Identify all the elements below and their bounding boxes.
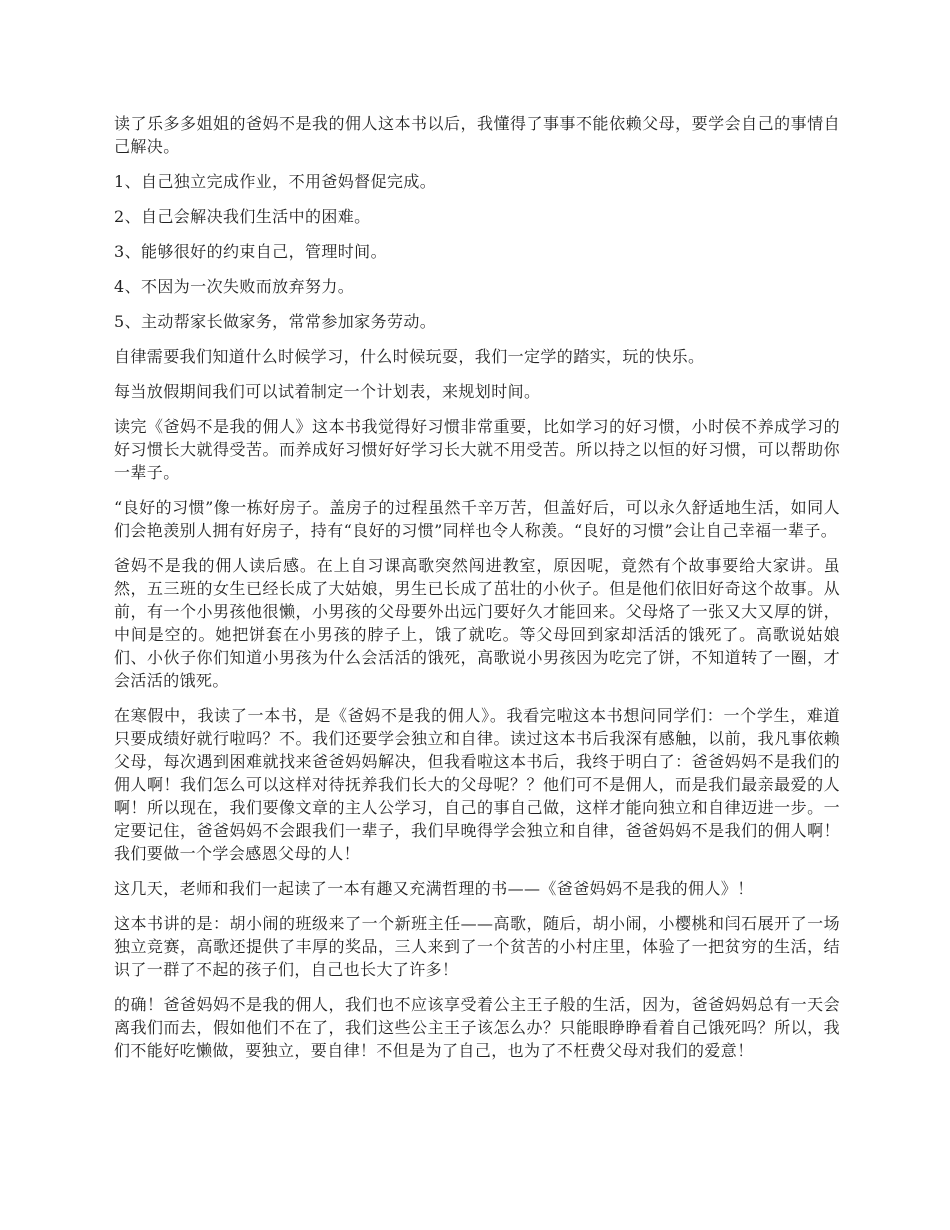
paragraph-book-summary: 这本书讲的是：胡小闹的班级来了一个新班主任——高歌，随后，胡小闹，小樱桃和闫石展开了一场独立竞赛，高歌还提供了丰厚的奖品，三人来到了一个贫苦的小村庄里，体验了一把贫穷的生活，结识了一群了不起的孩子们，自己也长大了许多！ [114,914,840,979]
paragraph-house-metaphor: “良好的习惯”像一栋好房子。盖房子的过程虽然千辛万苦，但盖好后，可以永久舒适地生活，如同人们会艳羡别人拥有好房子，持有“良好的习惯”同样也令人称羡。“良好的习惯”会让自己幸福一辈子。 [114,498,840,540]
paragraph-story: 爸妈不是我的佣人读后感。在上自习课高歌突然闯进教室，原因呢，竟然有个故事要给大家讲。虽然，五三班的女生已经长成了大姑娘，男生已长成了茁壮的小伙子。但是他们依旧好奇这个故事。从前，有一个小男孩他很懒，小男孩的父母要外出远门要好久才能回来。父母烙了一张又大又厚的饼，中间是空的。她把饼套在小男孩的脖子上，饿了就吃。等父母回到家却活活的饿死了。高歌说姑娘们、小伙子你们知道小男孩为什么会活活的饿死，高歌说小男孩因为吃完了饼，不知道转了一圈，才会活活的饿死。 [114,556,840,690]
paragraph-intro: 读了乐多多姐姐的爸妈不是我的佣人这本书以后，我懂得了事事不能依赖父母，要学会自己的事情自己解决。 [114,114,840,156]
paragraph-self-discipline: 自律需要我们知道什么时候学习，什么时候玩耍，我们一定学的踏实，玩的快乐。 [114,347,705,366]
list-item-1: 1、自己独立完成作业，不用爸妈督促完成。 [114,172,437,191]
paragraph-conclusion: 的确！爸爸妈妈不是我的佣人，我们也不应该享受着公主王子般的生活，因为，爸爸妈妈总有一天会离我们而去，假如他们不在了，我们这些公主王子该怎么办？只能眼睁睁看着自己饿死吗？所以，我们不能好吃懒做，要独立，要自律！不但是为了自己，也为了不枉费父母对我们的爱意！ [114,995,840,1060]
list-item-2: 2、自己会解决我们生活中的困难。 [114,207,371,226]
paragraph-winter-break: 在寒假中，我读了一本书，是《爸妈不是我的佣人》。我看完啦这本书想问同学们：一个学生，难道只要成绩好就行啦吗？不。我们还要学会独立和自律。读过这本书后我深有感触，以前，我凡事依赖父母，每次遇到困难就找来爸爸妈妈解决，但我看啦这本书后，我终于明白了：爸爸妈妈不是我们的佣人啊！我们怎么可以这样对待抚养我们长大的父母呢？？他们可不是佣人，而是我们最亲最爱的人啊！所以现在，我们要像文章的主人公学习，自己的事自己做，这样才能向独立和自律迈进一步。一定要记住，爸爸妈妈不会跟我们一辈子，我们早晚得学会独立和自律，爸爸妈妈不是我们的佣人啊！我们要做一个学会感恩父母的人！ [114,706,840,863]
paragraph-good-habits: 读完《爸妈不是我的佣人》这本书我觉得好习惯非常重要，比如学习的好习惯，小时侯不养成学习的好习惯长大就得受苦。而养成好习惯好好学习长大就不用受苦。所以持之以恒的好习惯，可以帮助你一辈子。 [114,417,840,482]
list-item-3: 3、能够很好的约束自己，管理时间。 [114,242,387,261]
list-item-4: 4、不因为一次失败而放弃努力。 [114,277,355,296]
paragraph-reading: 这几天，老师和我们一起读了一本有趣又充满哲理的书——《爸爸妈妈不是我的佣人》！ [114,879,754,898]
paragraph-plan: 每当放假期间我们可以试着制定一个计划表，来规划时间。 [114,382,541,401]
list-item-5: 5、主动帮家长做家务，常常参加家务劳动。 [114,312,437,331]
